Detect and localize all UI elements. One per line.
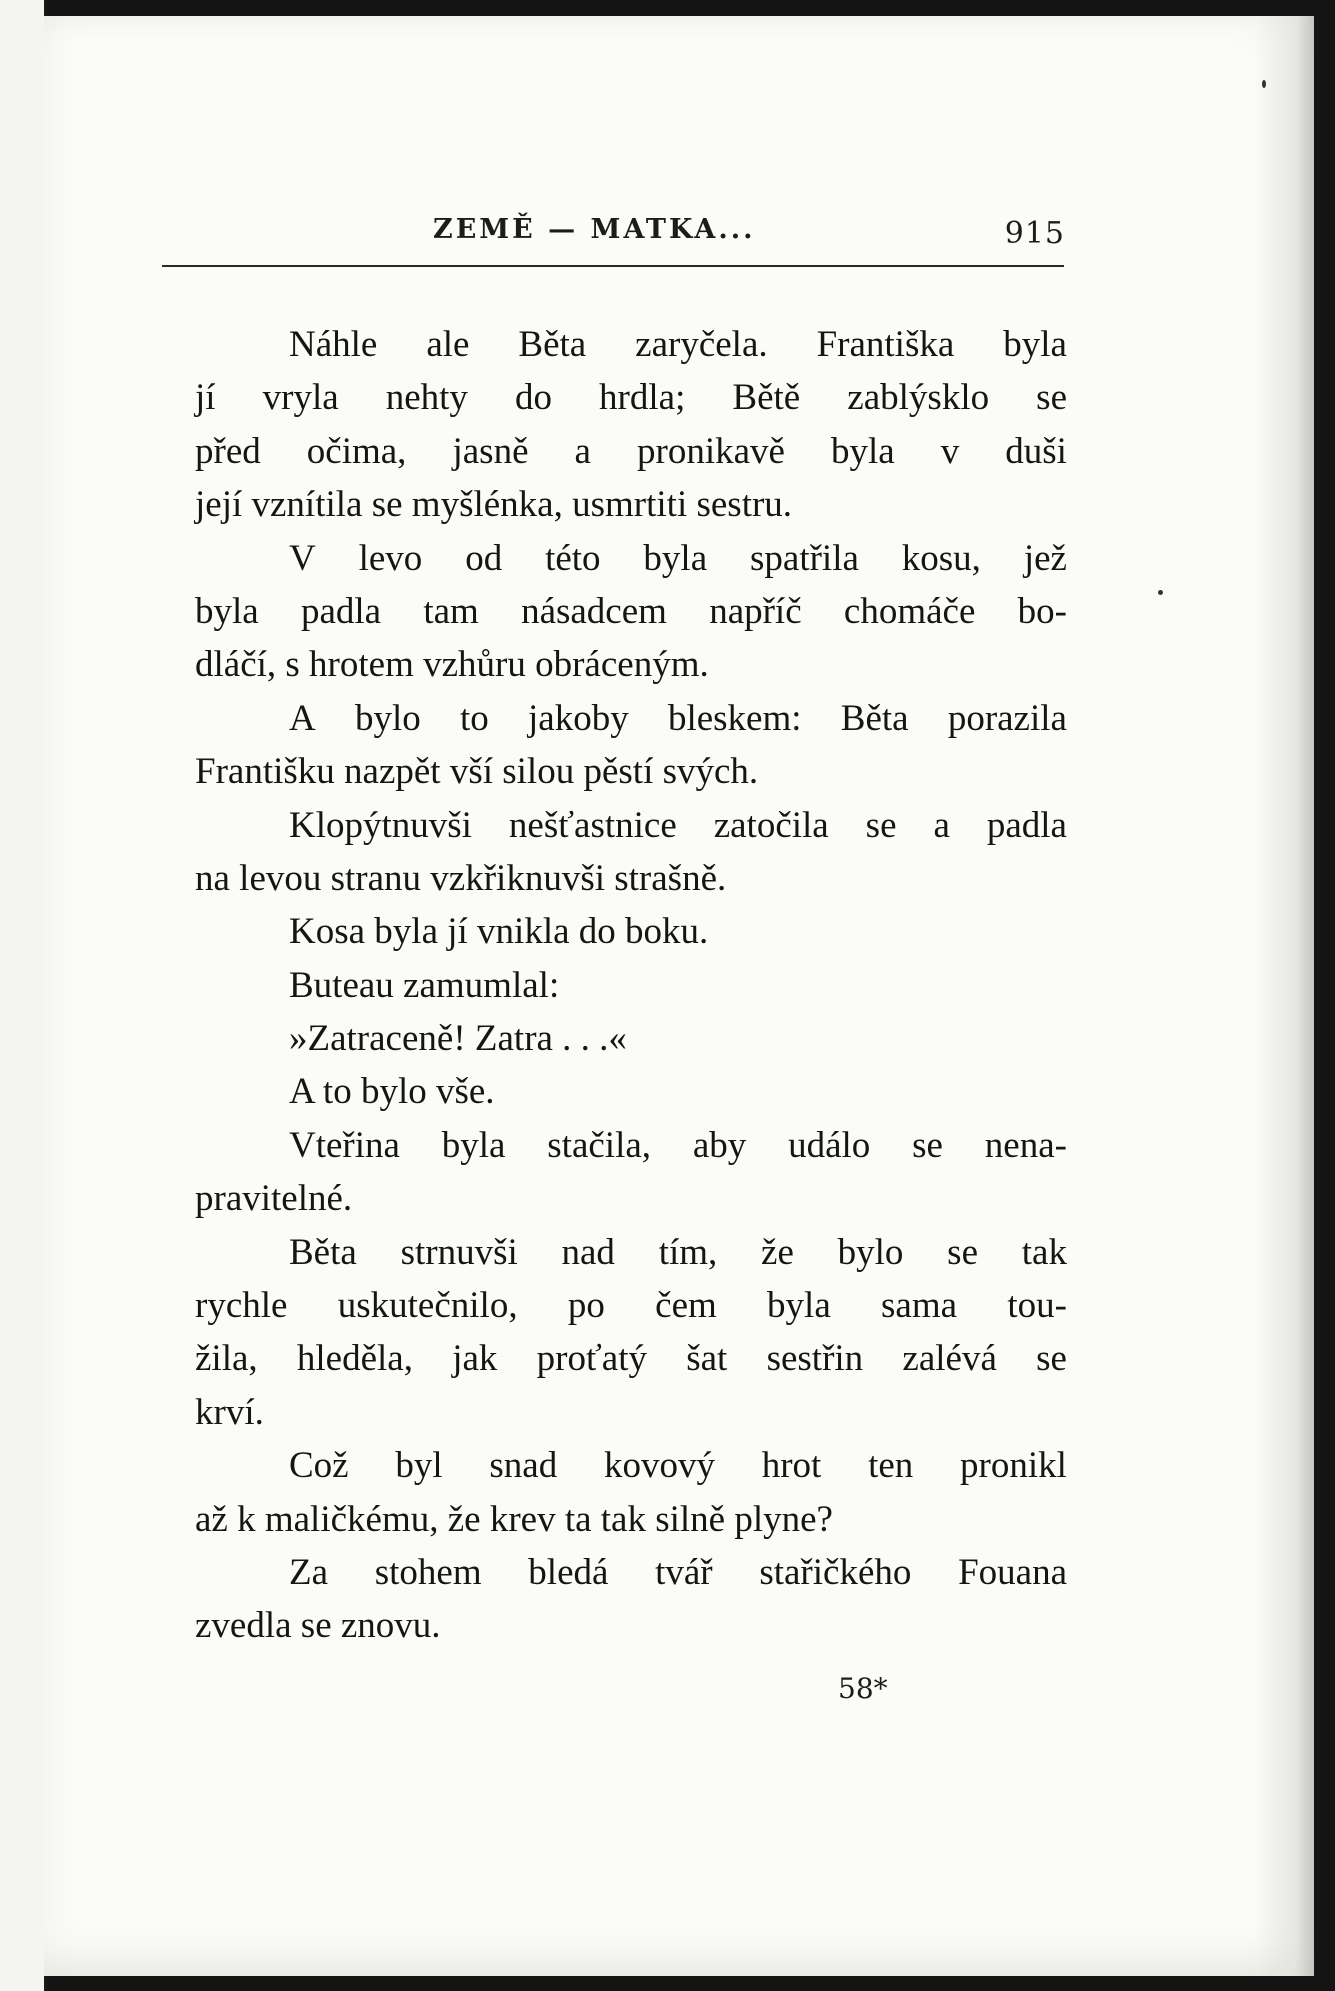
paragraph-line: před očima, jasně a pronikavě byla v duši <box>195 430 1067 472</box>
paragraph-line: její vznítila se myšlénka, usmrtiti sestru. <box>195 484 793 526</box>
paragraph-line: žila, hleděla, jak proťatý šat sestřin zalévá se <box>195 1338 1067 1380</box>
dust-speck <box>1262 80 1266 88</box>
signature-mark: 58* <box>838 1672 888 1705</box>
page-shadow <box>1254 16 1314 1976</box>
page-number: 915 <box>1004 216 1065 251</box>
paragraph-first-line: Klopýtnuvši nešťastnice zatočila se a padla <box>289 804 1067 846</box>
paragraph-first-line: Což byl snad kovový hrot ten pronikl <box>289 1445 1067 1487</box>
paragraph-line: byla padla tam násadcem napříč chomáče bo- <box>195 590 1067 632</box>
paragraph-first-line: A bylo to jakoby bleskem: Běta porazila <box>289 697 1067 739</box>
header-rule <box>162 265 1064 267</box>
paragraph-first-line: Za stohem bledá tvář stařičkého Fouana <box>289 1551 1067 1593</box>
paragraph-first-line: Náhle ale Běta zaryčela. Františka byla <box>289 324 1067 365</box>
paragraph-first-line: Vteřina byla stačila, aby událo se nena- <box>289 1124 1067 1166</box>
paragraph-first-line: »Zatraceně! Zatra . . .« <box>289 1018 627 1060</box>
paragraph-line: na levou stranu vzkřiknuvši strašně. <box>195 857 727 899</box>
paragraph-first-line: A to bylo vše. <box>289 1071 495 1113</box>
paragraph-first-line: V levo od této byla spatřila kosu, jež <box>289 537 1067 579</box>
running-head: ZEMĚ — MATKA... <box>433 214 756 245</box>
paragraph-line: dláčí, s hrotem vzhůru obráceným. <box>195 644 709 686</box>
paragraph-line: až k maličkému, že krev ta tak silně plyne? <box>195 1498 833 1540</box>
paragraph-line: krví. <box>195 1391 264 1433</box>
facing-page-edge <box>0 0 47 1991</box>
body-text <box>195 318 1067 1653</box>
paragraph-line: zvedla se znovu. <box>195 1605 441 1647</box>
paragraph-first-line: Běta strnuvši nad tím, že bylo se tak <box>289 1231 1067 1273</box>
dust-speck <box>1158 590 1163 595</box>
paragraph-line: pravitelné. <box>195 1178 353 1220</box>
paragraph-line: jí vryla nehty do hrdla; Bětě zablýsklo se <box>195 377 1067 419</box>
paragraph-first-line: Buteau zamumlal: <box>289 964 560 1006</box>
page-header <box>165 212 1065 268</box>
paragraph-first-line: Kosa byla jí vnikla do boku. <box>289 911 709 953</box>
paragraph-line: rychle uskutečnilo, po čem byla sama tou- <box>195 1285 1067 1327</box>
paragraph-line: Františku nazpět vší silou pěstí svých. <box>195 751 759 793</box>
